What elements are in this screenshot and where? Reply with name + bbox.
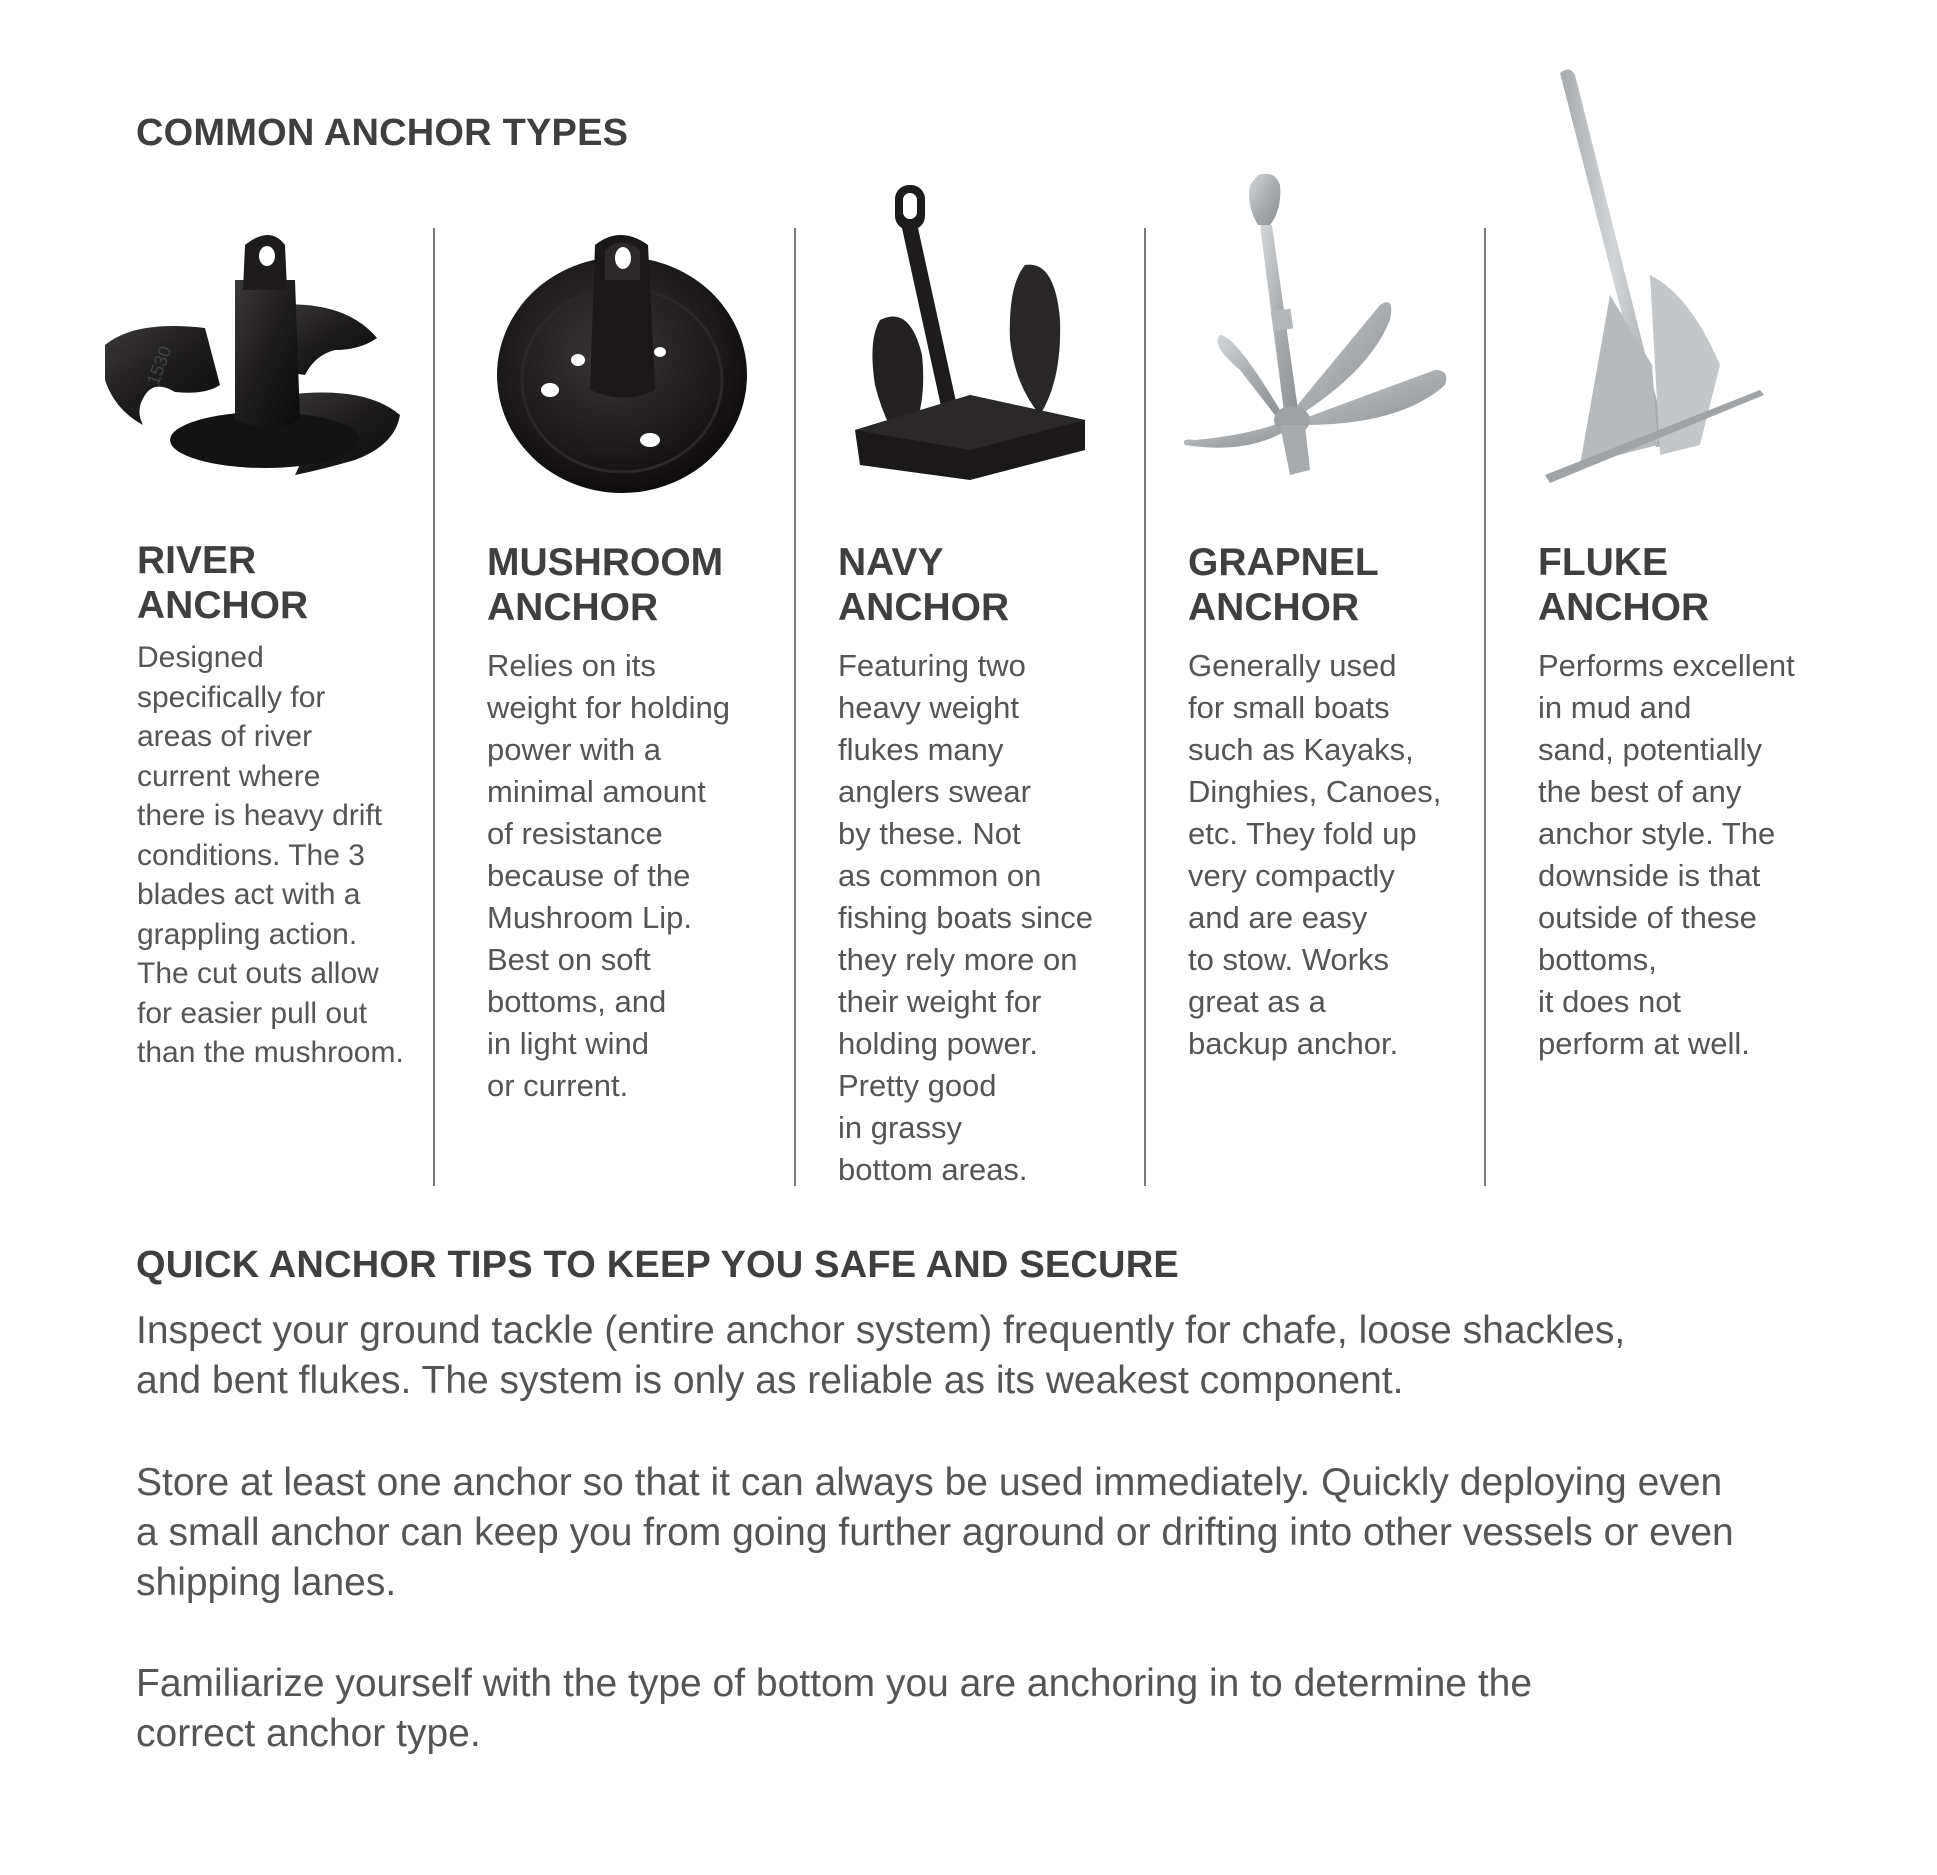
mushroom-anchor-title-line1: MUSHROOM [487, 541, 724, 584]
mushroom-anchor-title [487, 540, 723, 630]
navy-anchor-title-line2: ANCHOR [838, 586, 1010, 629]
fluke-anchor-title-line2: ANCHOR [1538, 586, 1710, 629]
column-divider [1144, 228, 1146, 1186]
river-anchor-title-line2: ANCHOR [137, 584, 309, 627]
fluke-anchor-image [1540, 65, 1770, 515]
river-anchor-title [137, 538, 308, 628]
tip-paragraph: Familiarize yourself with the type of bottom you are anchoring in to determine the correct anchor type. [136, 1662, 1533, 1755]
tip-paragraph: Inspect your ground tackle (entire anchor system) frequently for chafe, loose shackles, and bent flukes. The system is only as reliable as its weakest component. [136, 1309, 1626, 1402]
fluke-anchor-description: Performs excellent in mud and sand, potentially the best of any anchor style. The downside is that outside of these bottoms, it does not perform at well. [1538, 648, 1795, 1061]
fluke-anchor-title [1538, 540, 1709, 630]
grapnel-anchor-title-line2: ANCHOR [1188, 586, 1360, 629]
mushroom-anchor-description: Relies on its weight for holding power with a minimal amount of resistance because of the Mushroom Lip. Best on soft bottoms, and in light wind or current. [487, 648, 730, 1103]
column-divider [433, 228, 435, 1186]
mushroom-anchor-title-line2: ANCHOR [487, 586, 659, 629]
grapnel-anchor-title [1188, 540, 1379, 630]
grapnel-anchor-title-line1: GRAPNEL [1188, 541, 1379, 584]
page-title: COMMON ANCHOR TYPES [136, 112, 629, 154]
navy-anchor-title [838, 540, 1009, 630]
tips-title: QUICK ANCHOR TIPS TO KEEP YOU SAFE AND SECURE [136, 1244, 1179, 1286]
navy-anchor-image [850, 180, 1100, 510]
column-divider [1484, 228, 1486, 1186]
navy-anchor-title-line1: NAVY [838, 541, 944, 584]
river-anchor-stamp: 1530 [142, 343, 176, 388]
river-anchor-title-line1: RIVER [137, 539, 257, 582]
grapnel-anchor-image [1180, 170, 1470, 500]
grapnel-anchor-description: Generally used for small boats such as Kayaks, Dinghies, Canoes, etc. They fold up very compactly and are easy to stow. Works great as a backup anchor. [1188, 648, 1442, 1061]
tip-paragraph: Store at least one anchor so that it can always be used immediately. Quickly deploying even a small anchor can keep you from going further aground or drifting into other vessels or even shipping lanes. [136, 1461, 1734, 1604]
river-anchor-image [95, 220, 415, 490]
fluke-anchor-title-line1: FLUKE [1538, 541, 1668, 584]
navy-anchor-description: Featuring two heavy weight flukes many anglers swear by these. Not as common on fishing boats since they rely more on their weight for holding power. Pretty good in grassy bottom areas. [838, 648, 1094, 1187]
river-anchor-description: Designed specifically for areas of river current where there is heavy drift conditions. The 3 blades act with a grappling action. The cut outs allow for easier pull out than the mushroom. [137, 641, 404, 1069]
column-divider [794, 228, 796, 1186]
mushroom-anchor-image [490, 220, 760, 500]
